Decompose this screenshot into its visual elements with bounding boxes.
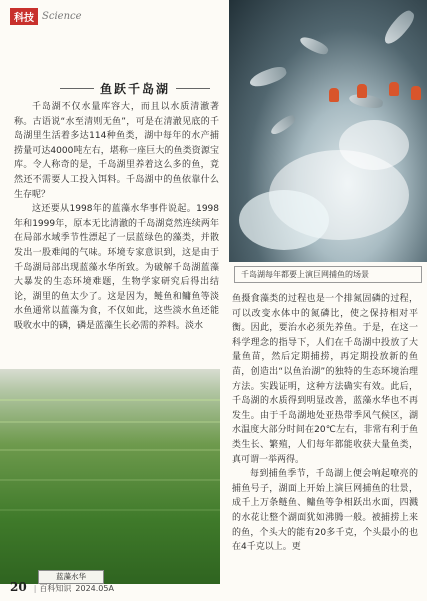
article-title-row	[60, 80, 210, 97]
page-number: 20	[10, 580, 27, 594]
paragraph: 鱼摄食藻类的过程也是一个排氮固磷的过程，可以改变水体中的氮磷比，使之保持相对平衡。因此，要治水必须先养鱼。于是，在这一科学理念的指导下，人们在千岛湖中投放了大量鱼苗，然后定期捕捞，再定期投放新的鱼苗，创造出“以鱼治湖”的独特的生态环境治理方法。实践证明，这种方法确实有效。此后，千岛湖的水质得到明显改善，蓝藻水华也不再发生。由于千岛湖地处亚热带季风气候区，湖水温度大部分时间在20℃左右，非常有利于鱼类生长、繁殖，人们每年都能收获大量鱼类，真可谓一举两得。	[232, 294, 418, 465]
issue-number: 2024.05A	[75, 584, 114, 593]
algae-photo-caption: 蓝藻水华	[38, 570, 104, 584]
article-column-right	[232, 292, 418, 555]
footer-separator: |	[33, 584, 37, 593]
paragraph: 每到捕鱼季节，千岛湖上便会响起嘹亮的捕鱼号子，湖面上开始上演巨网捕鱼的壮景，成千上万条鲢鱼、鳙鱼等争相跃出水面，四溅的水花让整个湖面犹如沸腾一般。被捕捞上来的鱼，个头大的能有20多千克，个头最小的也在4千克以上。更	[232, 469, 418, 553]
title-rule-right	[176, 88, 210, 89]
algae-bloom-photo	[0, 369, 220, 584]
section-label-en: Science	[42, 11, 82, 22]
article-column-left	[14, 100, 219, 334]
fishing-photo	[229, 0, 427, 262]
article-title: 鱼跃千岛湖	[100, 82, 171, 96]
fishing-photo-caption: 千岛湖每年都要上演巨网捕鱼的场景	[234, 266, 422, 283]
title-rule-left	[60, 88, 94, 89]
section-tag	[10, 8, 82, 25]
paragraph: 千岛湖不仅水量库容大，而且以水质清澈著称。古语说“水至清则无鱼”，可是在清澈见底的千岛湖里生活着多达114种鱼类，湖中每年的水产捕捞量可达4000吨左右，堪称一座巨大的鱼类资源宝库。令人称奇的是，千岛湖里养着这么多的鱼，竟然还不需要人工投入饵料。千岛湖中的鱼依靠什么生存呢？	[14, 102, 219, 200]
page-footer	[10, 580, 114, 594]
paragraph: 这还要从1998年的蓝藻水华事件说起。1998年和1999年，原本无比清澈的千岛湖竟然连续两年在局部水域季节性漂起了一层蓝绿色的藻类，并散发出一股难闻的气味。环境专家意识到，这是由于千岛湖局部出现蓝藻水华所致。为破解千岛湖蓝藻大暴发的生态环境难题，生物学家研究后得出结论，湖里的鱼太少了。这是因为，鲢鱼和鳙鱼等淡水鱼通常以蓝藻为食，不仅如此，这些淡水鱼还能吸收水中的磷，磷是蓝藻生长必需的养料。淡水	[14, 204, 219, 331]
magazine-name: 百科知识	[39, 584, 72, 593]
section-label-cn: 科技	[10, 8, 38, 25]
